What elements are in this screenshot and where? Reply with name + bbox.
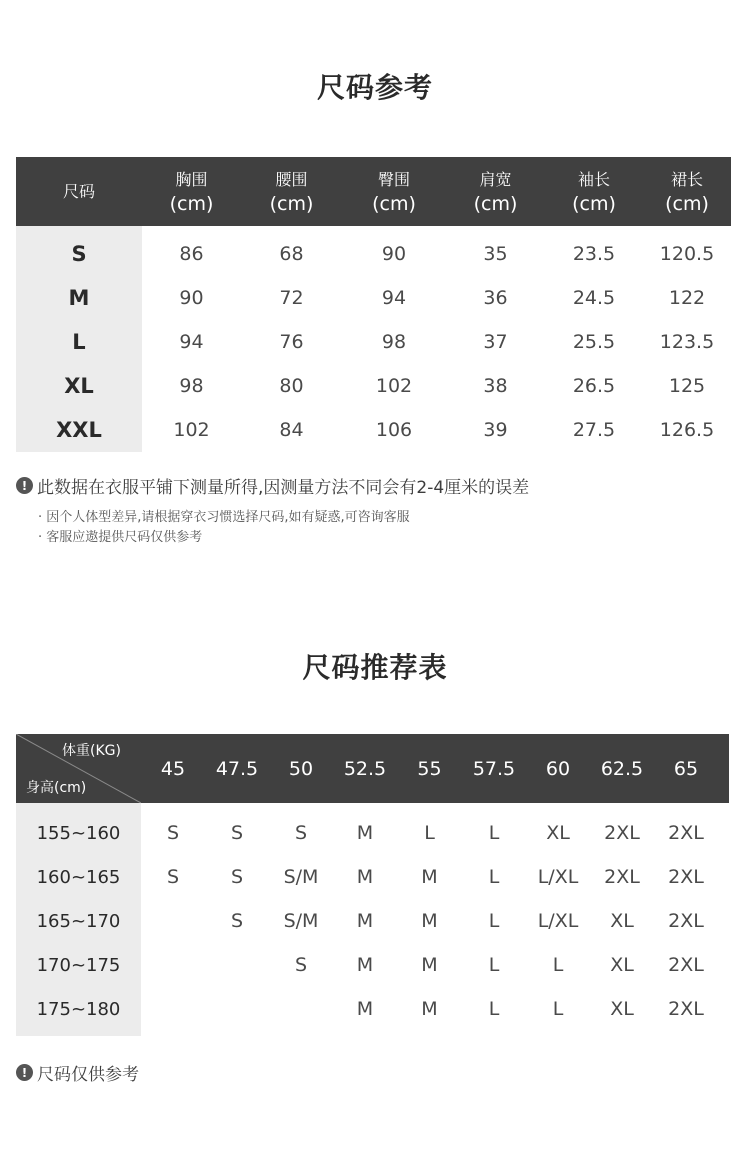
table-cell: L <box>488 822 500 844</box>
weight-header: 47.5 <box>215 757 259 780</box>
header-shoulder <box>446 157 545 226</box>
weight-header: 45 <box>160 757 186 780</box>
weight-header: 57.5 <box>472 757 516 780</box>
weight-header: 65 <box>673 757 699 780</box>
table-cell: 25.5 <box>572 331 616 353</box>
rec-table-header <box>16 734 729 803</box>
table-cell: S <box>230 822 244 844</box>
height-label: 175~180 <box>36 998 121 1020</box>
table-cell: 2XL <box>668 910 704 932</box>
table-cell: 2XL <box>604 822 640 844</box>
header-label: 肩宽 <box>479 169 512 189</box>
table-cell: L <box>552 998 564 1020</box>
header-unit: (cm) <box>269 192 314 215</box>
table-cell: 123.5 <box>659 331 715 353</box>
table-cell: 38 <box>483 375 508 397</box>
table-cell: L/XL <box>537 866 579 888</box>
header-sleeve <box>545 157 643 226</box>
table-cell: XL <box>610 998 634 1020</box>
note-sub-2: · 客服应遨提供尺码仅供参考 <box>38 530 203 545</box>
table-cell: 24.5 <box>572 287 616 309</box>
reference-note <box>16 1060 139 1085</box>
size-section-title: 尺码参考 <box>316 71 433 104</box>
table-cell: L <box>488 954 500 976</box>
rec-data <box>141 803 729 1036</box>
table-cell: 125 <box>668 375 706 397</box>
table-cell: M <box>356 954 374 976</box>
size-table-header <box>16 157 731 226</box>
table-cell: XL <box>546 822 570 844</box>
table-cell: 120.5 <box>659 243 715 265</box>
table-row <box>141 943 729 987</box>
table-cell: 80 <box>279 375 304 397</box>
size-label-column <box>16 226 142 452</box>
table-row <box>142 320 731 364</box>
header-skirt-length <box>643 157 731 226</box>
weight-header: 50 <box>288 757 314 780</box>
header-hip <box>342 157 446 226</box>
header-label: 裙长 <box>670 169 703 189</box>
table-cell: 36 <box>483 287 508 309</box>
recommendation-table <box>16 734 729 1036</box>
size-data <box>142 226 731 452</box>
table-cell: 26.5 <box>572 375 616 397</box>
header-unit: (cm) <box>572 192 616 215</box>
size-label: XXL <box>56 418 102 442</box>
table-cell: 122 <box>668 287 706 309</box>
rec-table-body <box>16 803 729 1036</box>
table-row <box>142 232 731 276</box>
header-unit: (cm) <box>473 192 518 215</box>
table-cell: 94 <box>179 331 204 353</box>
size-label: S <box>71 242 87 266</box>
header-size <box>16 157 142 226</box>
size-table-body <box>16 226 731 452</box>
height-axis-label: 身高(cm) <box>26 780 87 796</box>
table-cell: 98 <box>381 331 407 353</box>
header-waist <box>241 157 342 226</box>
table-cell: M <box>356 822 374 844</box>
table-cell: L <box>488 998 500 1020</box>
table-cell: S <box>294 954 308 976</box>
size-label: M <box>68 286 90 310</box>
table-cell: 102 <box>375 375 413 397</box>
table-cell: 2XL <box>668 866 704 888</box>
weight-header: 62.5 <box>600 757 644 780</box>
table-cell: 84 <box>279 419 304 441</box>
header-bust <box>142 157 241 226</box>
header-label: 尺码 <box>62 182 95 201</box>
table-cell: 2XL <box>668 998 704 1020</box>
size-label: L <box>72 330 86 354</box>
table-cell: 106 <box>375 419 413 441</box>
height-label: 165~170 <box>36 910 121 932</box>
table-cell: L <box>552 954 564 976</box>
table-cell: L/XL <box>537 910 579 932</box>
table-row <box>142 408 731 452</box>
table-row <box>142 276 731 320</box>
header-label: 臀围 <box>377 169 410 189</box>
table-cell: M <box>356 998 374 1020</box>
note-text: 此数据在衣服平铺下测量所得,因测量方法不同会有2-4厘米的误差 <box>37 478 530 498</box>
table-cell: 37 <box>483 331 508 353</box>
table-cell: S/M <box>283 866 319 888</box>
height-label: 170~175 <box>36 954 121 976</box>
weight-header: 55 <box>417 757 442 780</box>
table-cell: 2XL <box>668 822 704 844</box>
header-unit: (cm) <box>665 192 709 215</box>
info-icon: ! <box>16 477 33 494</box>
table-cell: 94 <box>381 287 407 309</box>
table-cell: 39 <box>483 419 508 441</box>
table-cell: S <box>230 866 244 888</box>
table-cell: S <box>230 910 244 932</box>
height-label: 155~160 <box>36 822 121 844</box>
table-cell: 126.5 <box>659 419 715 441</box>
table-cell: 2XL <box>604 866 640 888</box>
corner-cell <box>16 734 141 803</box>
table-cell: M <box>421 954 438 976</box>
size-table <box>16 157 731 452</box>
size-label: XL <box>64 374 94 398</box>
weight-header: 60 <box>545 757 571 780</box>
header-label: 袖长 <box>577 169 610 189</box>
note-sub-1: · 因个人体型差异,请根据穿衣习惯选择尺码,如有疑惑,可咨询客服 <box>38 510 410 525</box>
table-cell: M <box>356 866 374 888</box>
table-row <box>141 855 729 899</box>
height-label-column <box>16 803 141 1036</box>
table-cell: 76 <box>279 331 304 353</box>
table-cell: S <box>294 822 308 844</box>
table-cell: S <box>166 866 180 888</box>
table-cell: M <box>421 866 438 888</box>
table-cell: 102 <box>173 419 210 441</box>
table-cell: 35 <box>483 243 508 265</box>
table-cell: 86 <box>179 243 204 265</box>
table-row <box>141 987 729 1031</box>
table-cell: 27.5 <box>572 419 616 441</box>
header-unit: (cm) <box>372 192 416 215</box>
table-cell: S/M <box>283 910 319 932</box>
table-cell: 23.5 <box>572 243 616 265</box>
table-cell: M <box>421 998 438 1020</box>
rec-section-title: 尺码推荐表 <box>302 651 448 684</box>
table-cell: 72 <box>279 287 304 309</box>
table-row <box>141 811 729 855</box>
table-cell: 90 <box>179 287 204 309</box>
height-label: 160~165 <box>36 866 121 888</box>
header-unit: (cm) <box>169 192 214 215</box>
table-cell: L <box>488 866 500 888</box>
note-text: 尺码仅供参考 <box>37 1065 139 1085</box>
table-row <box>141 899 729 943</box>
weight-header: 52.5 <box>343 757 387 780</box>
table-cell: L <box>424 822 435 844</box>
measurement-note <box>16 473 529 498</box>
table-cell: 98 <box>179 375 204 397</box>
table-cell: M <box>421 910 438 932</box>
table-cell: XL <box>610 910 634 932</box>
header-label: 胸围 <box>175 169 208 189</box>
table-cell: 90 <box>381 243 407 265</box>
table-cell: S <box>166 822 180 844</box>
header-label: 腰围 <box>275 169 308 189</box>
table-cell: M <box>356 910 374 932</box>
table-cell: 2XL <box>668 954 704 976</box>
info-icon: ! <box>16 1064 33 1081</box>
table-cell: L <box>488 910 500 932</box>
table-cell: 68 <box>279 243 304 265</box>
table-cell: XL <box>610 954 634 976</box>
weight-axis-label: 体重(KG) <box>62 743 121 759</box>
table-row <box>142 364 731 408</box>
